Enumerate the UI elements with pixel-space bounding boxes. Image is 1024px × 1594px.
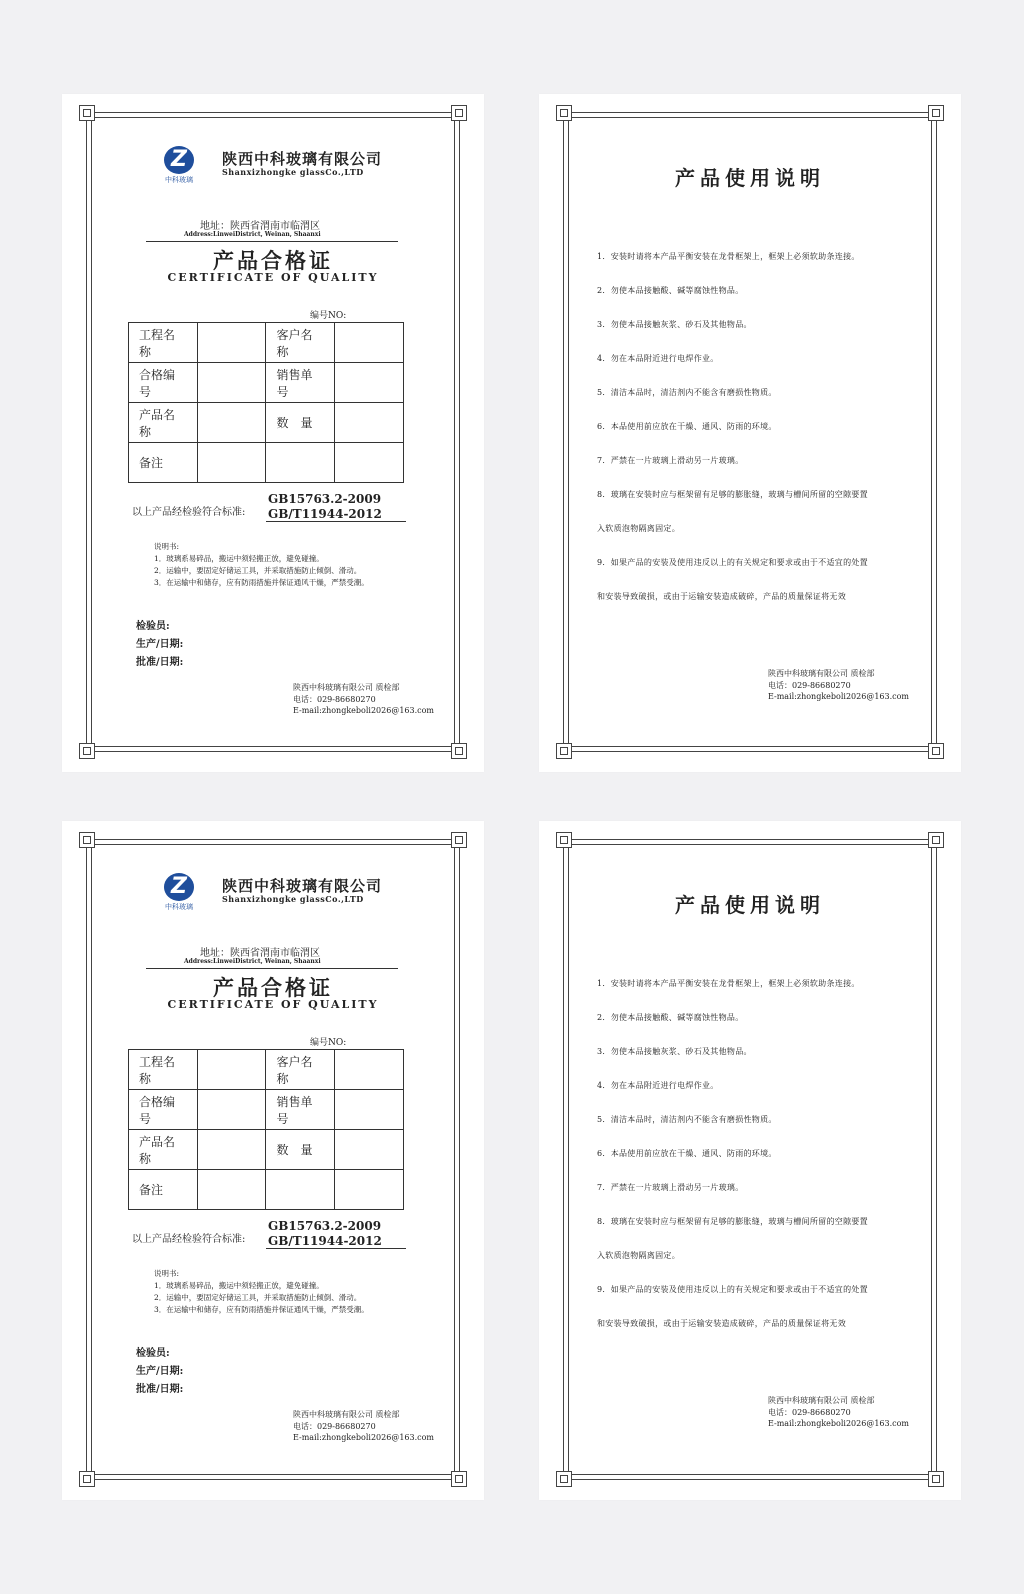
serial-number-label: 编号NO:: [310, 311, 347, 321]
instruction-item: 7．严禁在一片玻璃上滑动另一片玻璃。: [597, 456, 744, 465]
company-name-en: Shanxizhongke glassCo.,LTD: [222, 894, 364, 904]
company-logo: [160, 873, 198, 913]
instruction-item: 入软质泡物隔离固定。: [597, 524, 680, 533]
inner-border: [568, 117, 932, 747]
table-value-cell[interactable]: [335, 1050, 404, 1090]
corner-ornament: [79, 105, 95, 121]
dept-name: 陕西中科玻璃有限公司 质检部: [768, 1396, 875, 1405]
company-logo: [160, 146, 198, 186]
table-value-cell[interactable]: [335, 323, 404, 363]
notes-block: [154, 541, 369, 589]
serial-number-label: 编号NO:: [310, 1038, 347, 1048]
note-line: 3．在运输中和储存，应有防雨措施并保证通风干燥，严禁受潮。: [154, 578, 369, 587]
instruction-item: 6．本品使用前应放在干燥、通风、防雨的环境。: [597, 1149, 777, 1158]
table-row: [129, 443, 404, 483]
corner-ornament: [556, 832, 572, 848]
corner-ornament: [556, 105, 572, 121]
table-value-cell[interactable]: [335, 443, 404, 483]
table-label-cell: 备注: [129, 1170, 198, 1210]
instruction-item: 8．玻璃在安装时应与框架留有足够的膨胀缝，玻璃与槽间所留的空隙要置: [597, 1217, 868, 1226]
dept-name: 陕西中科玻璃有限公司 质检部: [293, 683, 400, 692]
company-name-cn: 陕西中科玻璃有限公司: [222, 877, 383, 895]
note-line: 2．运输中，要固定好储运工具，并采取措施防止倾倒、滑动。: [154, 1293, 362, 1302]
table-value-cell[interactable]: [197, 403, 266, 443]
logo-icon: Z: [164, 146, 194, 174]
quality-dept-contact: [768, 668, 909, 703]
phone-number: 电话：029-86680270: [293, 1421, 376, 1431]
address-divider: [146, 968, 398, 969]
table-label-cell: 产品名称: [129, 403, 198, 443]
info-table: [128, 1049, 404, 1210]
instruction-item: 5．清洁本品时，清洁剂内不能含有磨损性物质。: [597, 1115, 777, 1124]
table-value-cell[interactable]: [335, 403, 404, 443]
instruction-item: 3．勿使本品接触灰浆、砂石及其他物品。: [597, 1047, 752, 1056]
certificate-subtitle: CERTIFICATE OF QUALITY: [167, 271, 379, 284]
table-value-cell[interactable]: [197, 1130, 266, 1170]
instruction-item: 2．勿使本品接触酸、碱等腐蚀性物品。: [597, 1013, 744, 1022]
quality-dept-contact: [293, 682, 434, 717]
certificate-title: 产品合格证: [213, 248, 333, 273]
phone-number: 电话：029-86680270: [768, 680, 851, 690]
info-table: [128, 322, 404, 483]
table-row: [129, 323, 404, 363]
corner-ornament: [451, 105, 467, 121]
instruction-item: 3．勿使本品接触灰浆、砂石及其他物品。: [597, 320, 752, 329]
instruction-item: 5．清洁本品时，清洁剂内不能含有磨损性物质。: [597, 388, 777, 397]
certificate-sheet: [62, 821, 484, 1500]
table-value-cell[interactable]: [335, 1130, 404, 1170]
instructions-title: 产品使用说明: [675, 166, 825, 190]
address-divider: [146, 241, 398, 242]
table-label-cell: 合格编号: [129, 1090, 198, 1130]
instructions-sheet: [539, 821, 961, 1500]
standard-underline: [266, 1248, 406, 1249]
table-value-cell[interactable]: [197, 323, 266, 363]
table-value-cell[interactable]: [335, 363, 404, 403]
corner-ornament: [928, 743, 944, 759]
instructions-sheet: [539, 94, 961, 772]
corner-ornament: [451, 832, 467, 848]
logo-icon: Z: [164, 873, 194, 901]
email-address: E-mail:zhongkeboli2026@163.com: [768, 1419, 910, 1428]
instruction-item: 2．勿使本品接触酸、碱等腐蚀性物品。: [597, 286, 744, 295]
instruction-item: 9．如果产品的安装及使用违反以上的有关规定和要求或由于不适宜的处置: [597, 558, 868, 567]
corner-ornament: [556, 1471, 572, 1487]
phone-number: 电话：029-86680270: [768, 1407, 851, 1417]
table-value-cell[interactable]: [197, 363, 266, 403]
standard-values: [268, 1219, 382, 1249]
dept-name: 陕西中科玻璃有限公司 质检部: [293, 1410, 400, 1419]
table-value-cell[interactable]: [197, 443, 266, 483]
signature-label: 生产/日期:: [136, 1366, 184, 1377]
address-cn: 地址：陕西省渭南市临渭区: [200, 221, 320, 232]
address-cn: 地址：陕西省渭南市临渭区: [200, 948, 320, 959]
certificate-subtitle: CERTIFICATE OF QUALITY: [167, 998, 379, 1011]
standard-label: 以上产品经检验符合标准:: [132, 507, 246, 518]
email-address: E-mail:zhongkeboli2026@163.com: [768, 692, 910, 701]
corner-ornament: [79, 832, 95, 848]
table-row: [129, 1130, 404, 1170]
table-label-cell: [266, 443, 335, 483]
table-value-cell[interactable]: [197, 1170, 266, 1210]
signature-label: 批准/日期:: [136, 1384, 184, 1395]
standard-code: GB15763.2-2009: [268, 492, 382, 506]
table-value-cell[interactable]: [197, 1090, 266, 1130]
notes-block: [154, 1268, 369, 1316]
instruction-item: 7．严禁在一片玻璃上滑动另一片玻璃。: [597, 1183, 744, 1192]
note-line: 2．运输中，要固定好储运工具，并采取措施防止倾倒、滑动。: [154, 566, 362, 575]
instruction-item: 和安装导致破损，或由于运输安装造成破碎，产品的质量保证将无效: [597, 592, 846, 601]
table-label-cell: 工程名称: [129, 1050, 198, 1090]
standard-underline: [266, 521, 406, 522]
email-address: E-mail:zhongkeboli2026@163.com: [293, 706, 435, 715]
corner-ornament: [451, 1471, 467, 1487]
instructions-title: 产品使用说明: [675, 893, 825, 917]
instruction-item: 和安装导致破损，或由于运输安装造成破碎，产品的质量保证将无效: [597, 1319, 846, 1328]
table-row: [129, 363, 404, 403]
standard-code: GB15763.2-2009: [268, 1219, 382, 1233]
quality-dept-contact: [768, 1395, 909, 1430]
table-label-cell: [266, 1170, 335, 1210]
table-label-cell: 产品名称: [129, 1130, 198, 1170]
table-value-cell[interactable]: [335, 1090, 404, 1130]
note-line: 说明书:: [154, 542, 180, 551]
instruction-item: 8．玻璃在安装时应与框架留有足够的膨胀缝，玻璃与槽间所留的空隙要置: [597, 490, 868, 499]
table-row: [129, 1090, 404, 1130]
table-label-cell: 客户名称: [266, 1050, 335, 1090]
instruction-item: 4．勿在本品附近进行电焊作业。: [597, 354, 719, 363]
instruction-item: 4．勿在本品附近进行电焊作业。: [597, 1081, 719, 1090]
instruction-item: 9．如果产品的安装及使用违反以上的有关规定和要求或由于不适宜的处置: [597, 1285, 868, 1294]
table-value-cell[interactable]: [197, 1050, 266, 1090]
table-value-cell[interactable]: [335, 1170, 404, 1210]
instruction-item: 入软质泡物隔离固定。: [597, 1251, 680, 1260]
table-label-cell: 数 量: [266, 1130, 335, 1170]
logo-caption: 中科玻璃: [165, 176, 193, 184]
corner-ornament: [556, 743, 572, 759]
corner-ornament: [451, 743, 467, 759]
logo-caption: 中科玻璃: [165, 903, 193, 911]
corner-ornament: [79, 1471, 95, 1487]
certificate-title: 产品合格证: [213, 975, 333, 1000]
instruction-item: 1．安装时请将本产品平衡安装在龙骨框架上，框架上必须软助条连接。: [597, 979, 860, 988]
table-row: [129, 403, 404, 443]
instruction-item: 1．安装时请将本产品平衡安装在龙骨框架上，框架上必须软助条连接。: [597, 252, 860, 261]
signature-label: 批准/日期:: [136, 657, 184, 668]
signature-label: 生产/日期:: [136, 639, 184, 650]
signature-label: 检验员:: [136, 621, 170, 632]
note-line: 3．在运输中和储存，应有防雨措施并保证通风干燥，严禁受潮。: [154, 1305, 369, 1314]
table-label-cell: 备注: [129, 443, 198, 483]
signature-label: 检验员:: [136, 1348, 170, 1359]
quality-dept-contact: [293, 1409, 434, 1444]
corner-ornament: [928, 832, 944, 848]
table-row: [129, 1170, 404, 1210]
standard-code: GB/T11944-2012: [268, 1234, 382, 1248]
standard-label: 以上产品经检验符合标准:: [132, 1234, 246, 1245]
note-line: 1．玻璃系易碎品，搬运中须轻搬正放，避免碰撞。: [154, 554, 324, 563]
corner-ornament: [79, 743, 95, 759]
table-label-cell: 销售单号: [266, 1090, 335, 1130]
certificate-sheet: [62, 94, 484, 772]
inner-border: [568, 844, 932, 1475]
note-line: 说明书:: [154, 1269, 180, 1278]
standard-code: GB/T11944-2012: [268, 507, 382, 521]
dept-name: 陕西中科玻璃有限公司 质检部: [768, 669, 875, 678]
email-address: E-mail:zhongkeboli2026@163.com: [293, 1433, 435, 1442]
instruction-item: 6．本品使用前应放在干燥、通风、防雨的环境。: [597, 422, 777, 431]
table-label-cell: 合格编号: [129, 363, 198, 403]
table-label-cell: 工程名称: [129, 323, 198, 363]
corner-ornament: [928, 105, 944, 121]
company-name-cn: 陕西中科玻璃有限公司: [222, 150, 383, 168]
phone-number: 电话：029-86680270: [293, 694, 376, 704]
table-row: [129, 1050, 404, 1090]
corner-ornament: [928, 1471, 944, 1487]
table-label-cell: 客户名称: [266, 323, 335, 363]
company-name-en: Shanxizhongke glassCo.,LTD: [222, 167, 364, 177]
table-label-cell: 数 量: [266, 403, 335, 443]
address-en: Address:LinweiDistrict, Weinan, Shaanxi: [184, 231, 321, 238]
address-en: Address:LinweiDistrict, Weinan, Shaanxi: [184, 958, 321, 965]
table-label-cell: 销售单号: [266, 363, 335, 403]
note-line: 1．玻璃系易碎品，搬运中须轻搬正放，避免碰撞。: [154, 1281, 324, 1290]
standard-values: [268, 492, 382, 522]
